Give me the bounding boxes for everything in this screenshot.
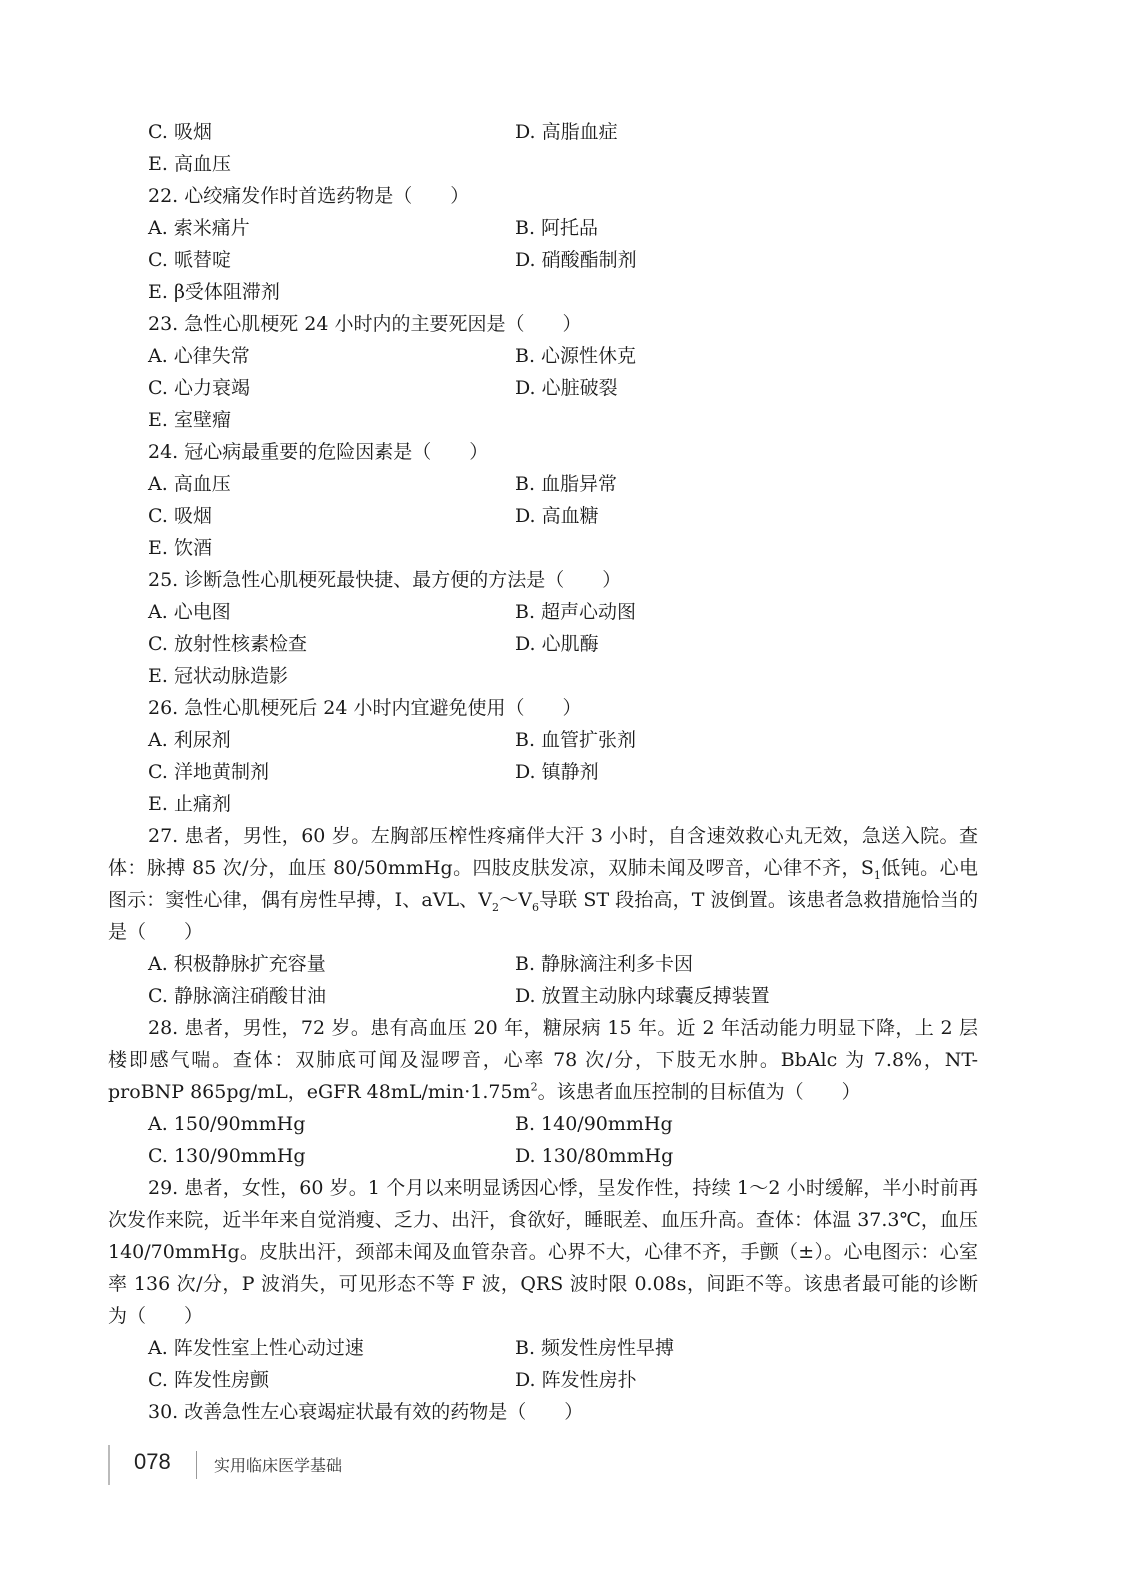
subscript: 6 (531, 900, 539, 914)
option: D. 高血糖 (515, 505, 599, 527)
option: B. 超声心动图 (515, 601, 637, 623)
option: E. 高血压 (148, 153, 231, 175)
questions-body (108, 116, 978, 1428)
option: A. 高血压 (148, 473, 231, 495)
question-27 (108, 820, 978, 948)
option: A. 利尿剂 (148, 729, 231, 751)
subscript: 2 (492, 900, 499, 914)
option-row (108, 340, 978, 372)
option: C. 吸烟 (148, 121, 212, 143)
option: D. 130/80mmHg (515, 1145, 674, 1167)
option: A. 索米痛片 (148, 217, 250, 239)
option-row (108, 148, 978, 180)
option: A. 阵发性室上性心动过速 (148, 1337, 364, 1359)
question-23: 23. 急性心肌梗死 24 小时内的主要死因是（ ） (148, 313, 582, 335)
option: C. 洋地黄制剂 (148, 761, 269, 783)
option: D. 阵发性房扑 (515, 1369, 637, 1391)
option-row (108, 660, 978, 692)
option: E. 饮酒 (148, 537, 212, 559)
option: A. 心电图 (148, 601, 231, 623)
option-row (108, 1364, 978, 1396)
option-row (108, 724, 978, 756)
option-row (108, 532, 978, 564)
question-text: 27. 患者，男性，60 岁。左胸部压榨性疼痛伴大汗 3 小时，自含速效救心丸无效，急送入院。查体：脉搏 85 次/分，血压 80/50mmHg。四肢皮肤发凉，双肺未闻及啰音，心律不齐，S (108, 825, 978, 879)
option-row (108, 948, 978, 980)
option: B. 阿托品 (515, 217, 599, 239)
option-row (108, 788, 978, 820)
option-row (108, 468, 978, 500)
question-text: 28. 患者，男性，72 岁。患有高血压 20 年，糖尿病 15 年。近 2 年活动能力明显下降，上 2 层楼即感气喘。查体：双肺底可闻及湿啰音，心率 78 次/分，下肢无水肿。BbAlc 为 7.8%，NT-proBNP 865pg/mL，eGFR 48mL/min·1.75m (108, 1017, 978, 1103)
page-number: 078 (134, 1449, 171, 1474)
footer-divider (108, 1445, 110, 1485)
question-text: 。该患者血压控制的目标值为（ ） (537, 1081, 861, 1103)
option-row (108, 1108, 978, 1140)
superscript: 2 (530, 1080, 538, 1094)
option-row (108, 628, 978, 660)
option: D. 心肌酶 (515, 633, 599, 655)
question-25: 25. 诊断急性心肌梗死最快捷、最方便的方法是（ ） (148, 569, 622, 591)
option: B. 静脉滴注利多卡因 (515, 953, 694, 975)
option: C. 哌替啶 (148, 249, 231, 271)
option-row (108, 372, 978, 404)
option: E. 室壁瘤 (148, 409, 231, 431)
option: B. 心源性休克 (515, 345, 637, 367)
option: A. 心律失常 (148, 345, 250, 367)
question-text: 低钝。心电图示：窦性心律，偶有房性早搏，Ⅰ、aVL、V (108, 857, 978, 911)
option-row (108, 212, 978, 244)
option: C. 静脉滴注硝酸甘油 (148, 985, 326, 1007)
option-row (108, 756, 978, 788)
option-row (108, 596, 978, 628)
option: C. 130/90mmHg (148, 1145, 306, 1167)
question-22: 22. 心绞痛发作时首选药物是（ ） (148, 185, 470, 207)
option: A. 150/90mmHg (148, 1113, 306, 1135)
question-30: 30. 改善急性左心衰竭症状最有效的药物是（ ） (148, 1401, 584, 1423)
option: D. 放置主动脉内球囊反搏装置 (515, 985, 770, 1007)
subscript: 1 (873, 868, 881, 882)
option: C. 心力衰竭 (148, 377, 250, 399)
option-row (108, 404, 978, 436)
option-row (108, 1140, 978, 1172)
option-row (108, 116, 978, 148)
option-row (108, 244, 978, 276)
option-row (108, 500, 978, 532)
option: D. 高脂血症 (515, 121, 618, 143)
option: D. 镇静剂 (515, 761, 599, 783)
option: C. 阵发性房颤 (148, 1369, 269, 1391)
option: B. 140/90mmHg (515, 1113, 673, 1135)
option: B. 频发性房性早搏 (515, 1337, 675, 1359)
footer-separator (196, 1451, 197, 1479)
option: D. 心脏破裂 (515, 377, 618, 399)
question-text: ～V (499, 889, 532, 911)
option: E. 止痛剂 (148, 793, 231, 815)
option-row (108, 276, 978, 308)
question-24: 24. 冠心病最重要的危险因素是（ ） (148, 441, 489, 463)
option-row (108, 1332, 978, 1364)
question-text: 导联 ST 段抬高，T 波倒置。该患者急救措施恰当的是（ ） (108, 889, 978, 943)
option: D. 硝酸酯制剂 (515, 249, 637, 271)
option: A. 积极静脉扩充容量 (148, 953, 326, 975)
option: C. 吸烟 (148, 505, 212, 527)
option: C. 放射性核素检查 (148, 633, 307, 655)
option: E. 冠状动脉造影 (148, 665, 288, 687)
question-28 (108, 1012, 978, 1108)
option: E. β受体阻滞剂 (148, 281, 280, 303)
option: B. 血脂异常 (515, 473, 618, 495)
question-29: 29. 患者，女性，60 岁。1 个月以来明显诱因心悸，呈发作性，持续 1～2 小时缓解，半小时前再次发作来院，近半年来自觉消瘦、乏力、出汗，食欲好，睡眠差、血压升高。查体：体温 37.3℃，血压 140/70mmHg。皮肤出汗，颈部未闻及血管杂音。心界不大，心律不齐，手颤（±）。心电图示：心室率 136 次/分，P 波消失，可见形态不等 F 波，QRS 波时限 0.08s，间距不等。该患者最可能的诊断为（ ） (108, 1177, 978, 1327)
option-row (108, 980, 978, 1012)
option: B. 血管扩张剂 (515, 729, 637, 751)
book-title: 实用临床医学基础 (214, 1456, 343, 1475)
question-26: 26. 急性心肌梗死后 24 小时内宜避免使用（ ） (148, 697, 582, 719)
